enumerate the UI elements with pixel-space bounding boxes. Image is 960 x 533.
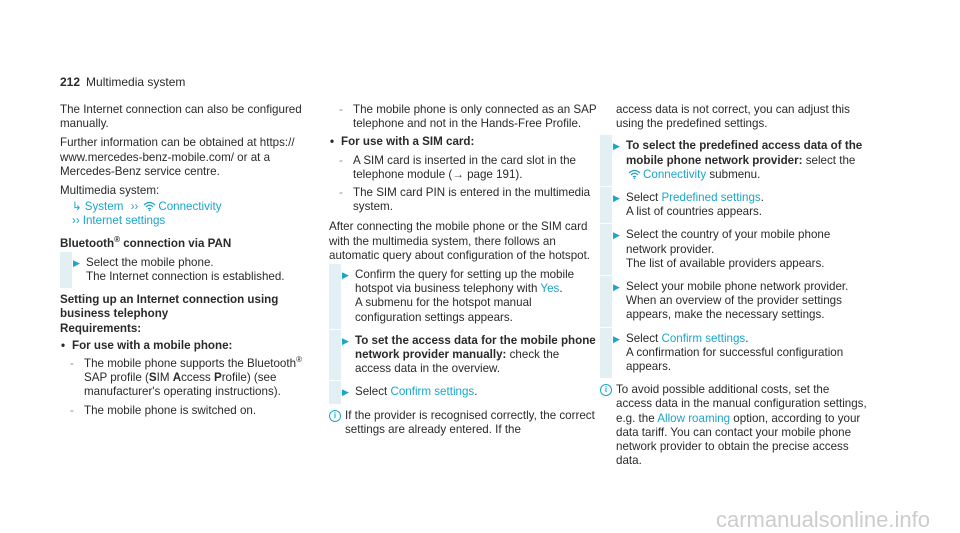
yes-link[interactable]: Yes bbox=[540, 282, 560, 296]
section-title: Multimedia system bbox=[86, 75, 186, 89]
wifi-icon bbox=[628, 169, 641, 179]
triangle-right-icon: ▶ bbox=[73, 257, 80, 268]
triangle-right-icon: ▶ bbox=[342, 387, 349, 398]
req-sim-pin: - The SIM card PIN is entered in the multimedia system. bbox=[339, 186, 591, 214]
confirm-settings-link[interactable]: Confirm settings bbox=[390, 385, 475, 399]
req-phone-on: - The mobile phone is switched on. bbox=[70, 403, 257, 417]
step-confirm-query: ▶ Confirm the query for setting up the mobile hotspot via business telephony with Yes. A submenu for the hotspot manual configuration settings appears. bbox=[329, 268, 597, 325]
note-provider: i If the provider is recognised correctly, the correct settings are already entered. If the bbox=[329, 409, 597, 437]
step-predefined: ▶ To select the predefined access data of the mobile phone network provider: select the Connectivity submenu. bbox=[600, 139, 868, 182]
double-chevron-icon: ›› bbox=[72, 214, 80, 228]
path-label: Multimedia system: bbox=[60, 184, 160, 198]
column-1 bbox=[60, 103, 328, 422]
menu-path bbox=[72, 200, 328, 228]
req-sim-inserted: - A SIM card is inserted in the card slot in the telephone module (→ page 191). bbox=[339, 153, 576, 181]
req-sap-profile: - The mobile phone supports the Bluetooth® SAP profile (SIM Access Profile) (see manufacturer's operating instructions). bbox=[70, 355, 302, 399]
confirm-settings-link-2[interactable]: Confirm settings bbox=[661, 331, 746, 345]
info-icon: i bbox=[329, 410, 341, 422]
step-set-access-data: ▶ To set the access data for the mobile phone network provider manually: check the access data in the overview. bbox=[329, 334, 597, 377]
connectivity-link[interactable]: Connectivity bbox=[643, 167, 707, 181]
page-number: 212 bbox=[60, 75, 81, 89]
triangle-right-icon: ▶ bbox=[342, 335, 349, 346]
path-internet-settings-link[interactable]: Internet settings bbox=[82, 214, 166, 228]
step-confirm-settings: ▶ Select Confirm settings. bbox=[329, 385, 597, 399]
column-3 bbox=[600, 103, 868, 472]
info-text: Further information can be obtained at https:// www.mercedes-benz-mobile.com/ or at a Mercedes-Benz service centre. bbox=[60, 136, 295, 178]
bt-heading: Bluetooth® connection via PAN bbox=[60, 234, 232, 250]
double-chevron-icon: ›› bbox=[130, 200, 139, 214]
triangle-right-icon: ▶ bbox=[613, 282, 620, 293]
predefined-settings-link[interactable]: Predefined settings bbox=[661, 191, 761, 205]
step-select-provider: ▶ Select your mobile phone network provider. When an overview of the provider settings appears, make the necessary settings. bbox=[600, 280, 868, 323]
intro-text: The Internet connection can also be configured manually. bbox=[60, 103, 302, 131]
triangle-right-icon: ▶ bbox=[613, 230, 620, 241]
path-system-link[interactable]: System bbox=[84, 200, 124, 214]
page-header bbox=[60, 75, 185, 89]
note-continued: access data is not correct, you can adjust this using the predefined settings. bbox=[616, 103, 850, 131]
column-2 bbox=[329, 103, 597, 441]
path-connectivity-link[interactable]: Connectivity bbox=[158, 200, 222, 214]
bullet-mobile-phone: • For use with a mobile phone: bbox=[61, 338, 233, 352]
note-costs: i To avoid possible additional costs, set the access data in the manual configuration settings, e.g. the Allow roaming option, according to your data tariff. You can contact your mobile phone network provider to obtain the precise access data. bbox=[600, 383, 868, 468]
after-connecting-text: After connecting the mobile phone or the SIM card with the multimedia system, there follows an automatic query about configuration of the hotspot. bbox=[329, 220, 591, 262]
step-select-country: ▶ Select the country of your mobile phone network provider. The list of available providers appears. bbox=[600, 228, 868, 271]
info-icon: i bbox=[600, 384, 612, 396]
triangle-right-icon: ▶ bbox=[613, 141, 620, 152]
triangle-right-icon: ▶ bbox=[342, 270, 349, 281]
triangle-right-icon: ▶ bbox=[613, 333, 620, 344]
setup-heading: Setting up an Internet connection using business telephony bbox=[60, 293, 279, 321]
wifi-icon bbox=[143, 201, 156, 211]
return-arrow-icon: ↳ bbox=[72, 200, 82, 214]
watermark: carmanualsonline.info bbox=[715, 506, 930, 532]
step-select-phone: ▶ Select the mobile phone. The Internet connection is established. bbox=[60, 256, 328, 284]
req-sap-only: - The mobile phone is only connected as an SAP telephone and not in the Hands-Free Profile. bbox=[339, 103, 597, 131]
allow-roaming-link[interactable]: Allow roaming bbox=[657, 411, 731, 425]
step-confirm-final: ▶ Select Confirm settings. A confirmation for successful configuration appears. bbox=[600, 332, 868, 375]
triangle-right-icon: ▶ bbox=[613, 193, 620, 204]
bullet-sim-card: • For use with a SIM card: bbox=[330, 135, 475, 149]
step-select-predefined: ▶ Select Predefined settings. A list of countries appears. bbox=[600, 191, 868, 219]
requirements-heading: Requirements: bbox=[60, 321, 142, 335]
